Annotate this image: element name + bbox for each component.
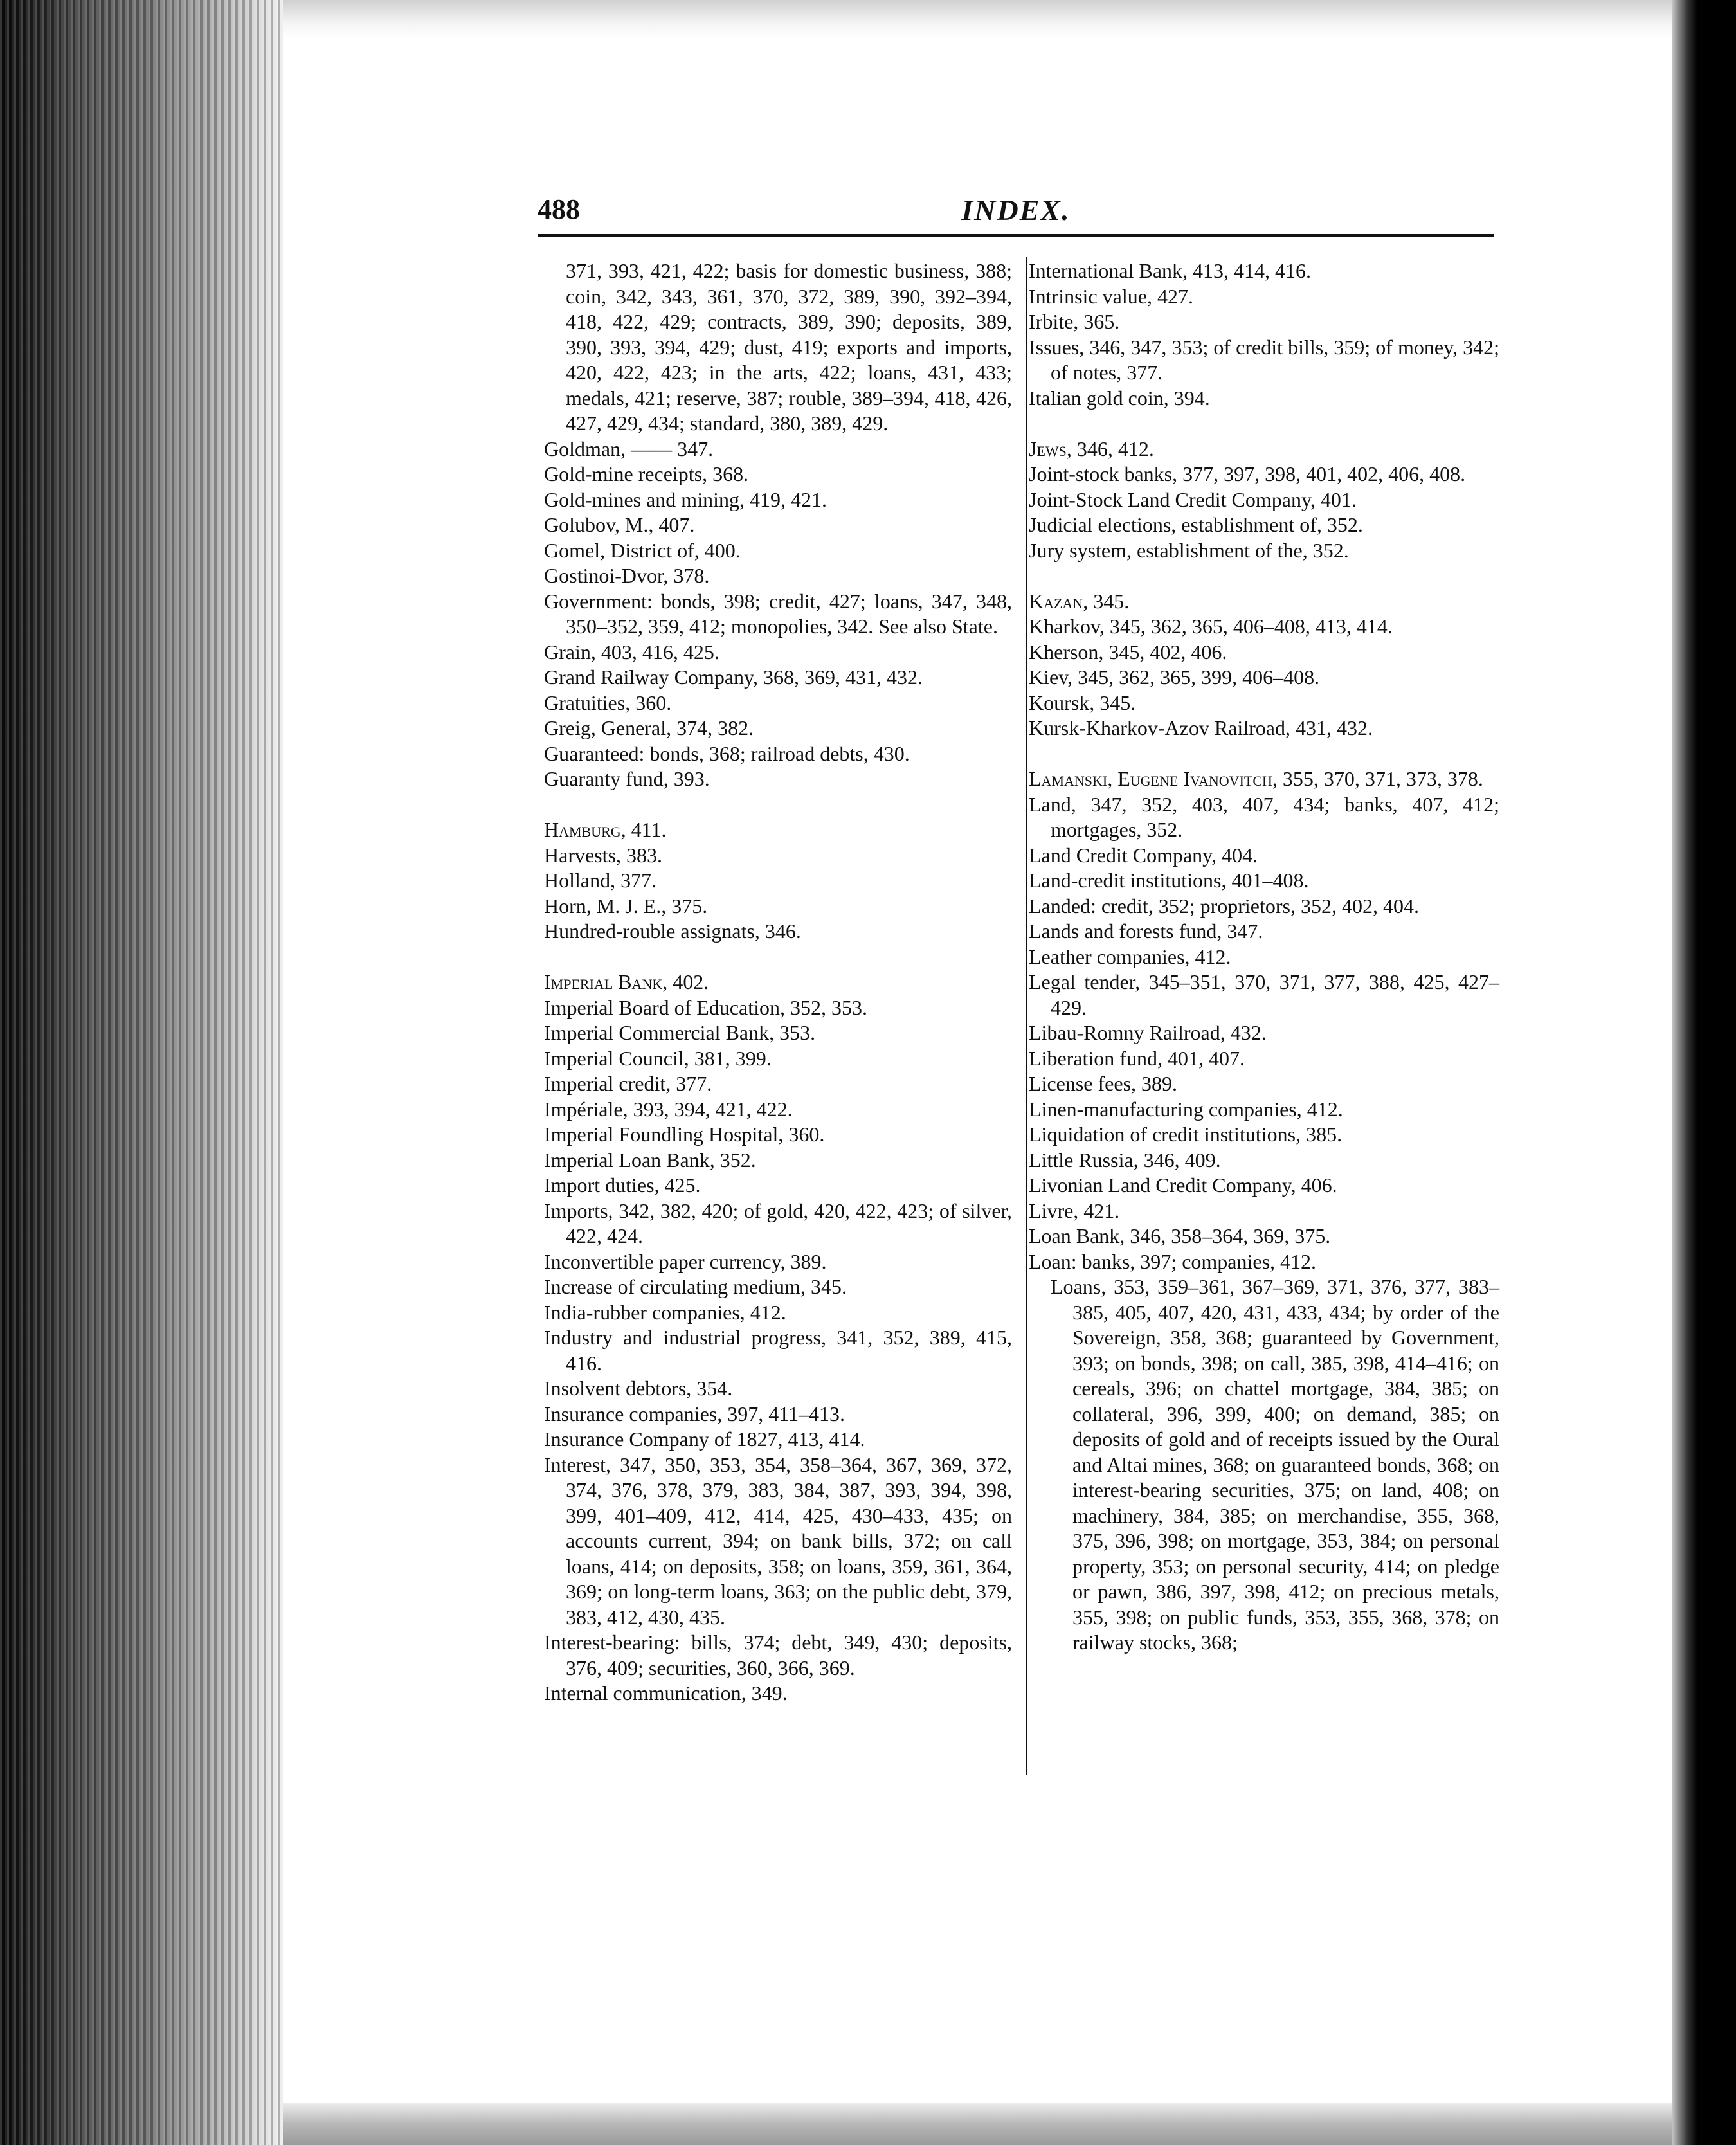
index-entry: Gostinoi-Dvor, 378.	[544, 564, 710, 587]
index-entry: Insurance Company of 1827, 413, 414.	[544, 1427, 865, 1451]
index-entry: Judicial elections, establishment of, 352.	[1029, 513, 1363, 536]
index-entry: Insurance companies, 397, 411–413.	[544, 1402, 845, 1425]
page-bottom-edge	[283, 2103, 1672, 2145]
index-entry: Joint-Stock Land Credit Company, 401.	[1029, 487, 1357, 511]
index-entry: Livonian Land Credit Company, 406.	[1029, 1173, 1337, 1197]
index-entry: Kherson, 345, 402, 406.	[1029, 640, 1227, 664]
index-entry: Land Credit Company, 404.	[1029, 843, 1258, 867]
index-column-right	[1029, 258, 1499, 1656]
index-entry: Legal tender, 345–351, 370, 371, 377, 388, 425, 427–429.	[1029, 970, 1499, 1019]
page-top-shadow	[283, 0, 1672, 39]
index-entry: Harvests, 383.	[544, 843, 662, 867]
index-entry: Land, 347, 352, 403, 407, 434; banks, 407, 412; mortgages, 352.	[1029, 792, 1499, 841]
index-entry: License fees, 389.	[1029, 1072, 1178, 1095]
index-entry: Land-credit institutions, 401–408.	[1029, 869, 1309, 892]
index-entry: Jury system, establishment of the, 352.	[1029, 538, 1349, 562]
index-entry: Imperial Commercial Bank, 353.	[544, 1021, 816, 1044]
index-entry: Hamburg, 411.	[544, 818, 667, 841]
index-entry: Gomel, District of, 400.	[544, 538, 741, 562]
index-entry: Goldman, —— 347.	[544, 437, 714, 460]
index-entry: Imperial Foundling Hospital, 360.	[544, 1123, 825, 1146]
index-entry: Greig, General, 374, 382.	[544, 716, 754, 739]
index-entry: Liquidation of credit institutions, 385.	[1029, 1123, 1343, 1146]
index-entry: Jews, 346, 412.	[1029, 437, 1154, 460]
index-entry: Lands and forests fund, 347.	[1029, 919, 1263, 943]
index-entry: Imperial Board of Education, 352, 353.	[544, 995, 867, 1019]
index-entry: Hundred-rouble assignats, 346.	[544, 919, 801, 943]
index-entry: 371, 393, 421, 422; basis for domestic business, 388; coin, 342, 343, 361, 370, 372, 389, 390, 392–394, 418, 422, 429; contracts, 389, 390; deposits, 389, 390, 393, 394, 429; dust, 419; exports and imports, 420, 422, 423; in the arts, 422; loans, 431, 433; medals, 421; reserve, 387; rouble, 389–394, 418, 426, 427, 429, 434; standard, 380, 389, 429.	[566, 259, 1012, 435]
index-entry: Loan Bank, 346, 358–364, 369, 375.	[1029, 1224, 1331, 1247]
index-entry: Issues, 346, 347, 353; of credit bills, 359; of money, 342; of notes, 377.	[1029, 335, 1499, 384]
index-entry: Interest-bearing: bills, 374; debt, 349, 430; deposits, 376, 409; securities, 360, 366, 369.	[544, 1631, 1012, 1679]
index-entry: Gold-mine receipts, 368.	[544, 462, 749, 485]
section-gap	[1029, 411, 1499, 437]
section-gap	[1029, 741, 1499, 767]
index-entry: Guaranty fund, 393.	[544, 767, 710, 790]
page-title: INDEX.	[961, 194, 1071, 226]
index-entry: Grain, 403, 416, 425.	[544, 640, 719, 664]
index-entry: Imports, 342, 382, 420; of gold, 420, 422, 423; of silver, 422, 424.	[544, 1199, 1012, 1247]
index-entry: Increase of circulating medium, 345.	[544, 1275, 847, 1298]
index-entry: Grand Railway Company, 368, 369, 431, 432.	[544, 665, 923, 689]
index-entry: Italian gold coin, 394.	[1029, 386, 1210, 410]
index-entry: Little Russia, 346, 409.	[1029, 1148, 1221, 1172]
index-entry: Holland, 377.	[544, 869, 657, 892]
index-entry: Irbite, 365.	[1029, 310, 1120, 333]
index-entry: Koursk, 345.	[1029, 691, 1136, 714]
index-entry: Gratuities, 360.	[544, 691, 672, 714]
index-entry: Linen-manufacturing companies, 412.	[1029, 1097, 1343, 1121]
page-header	[538, 193, 1494, 239]
index-entry: Intrinsic value, 427.	[1029, 284, 1193, 308]
index-entry: Loan: banks, 397; companies, 412.	[1029, 1249, 1317, 1273]
index-entry: Impériale, 393, 394, 421, 422.	[544, 1097, 793, 1121]
index-entry: Horn, M. J. E., 375.	[544, 894, 708, 918]
index-entry: Inconvertible paper currency, 389.	[544, 1249, 827, 1273]
index-column-left	[544, 258, 1012, 1706]
index-entry: Livre, 421.	[1029, 1199, 1120, 1222]
index-entry: Joint-stock banks, 377, 397, 398, 401, 402, 406, 408.	[1029, 462, 1466, 485]
page-number: 488	[538, 194, 580, 225]
index-entry: Kharkov, 345, 362, 365, 406–408, 413, 414.	[1029, 615, 1393, 638]
index-entry: International Bank, 413, 414, 416.	[1029, 259, 1312, 282]
index-entry: Industry and industrial progress, 341, 352, 389, 415, 416.	[544, 1326, 1012, 1375]
index-entry: Lamanski, Eugene Ivanovitch, 355, 370, 371, 373, 378.	[1029, 767, 1483, 790]
index-entry: Liberation fund, 401, 407.	[1029, 1046, 1245, 1070]
index-entry: Guaranteed: bonds, 368; railroad debts, 430.	[544, 741, 910, 765]
index-entry: Gold-mines and mining, 419, 421.	[544, 487, 827, 511]
index-entry: Interest, 347, 350, 353, 354, 358–364, 367, 369, 372, 374, 376, 378, 379, 383, 384, 387, 393, 394, 398, 399, 401–409, 412, 414, 425, 430–433, 435; on accounts current, 394; on bank bills, 372; on call loans, 414; on deposits, 358; on loans, 359, 361, 364, 369; on long-term loans, 363; on the public debt, 379, 383, 412, 430, 435.	[544, 1453, 1012, 1629]
index-entry: India-rubber companies, 412.	[544, 1300, 786, 1324]
index-entry: Imperial Loan Bank, 352.	[544, 1148, 756, 1172]
section-gap	[1029, 563, 1499, 589]
index-entry: Golubov, M., 407.	[544, 513, 695, 536]
index-entry: Imperial Bank, 402.	[544, 970, 709, 993]
index-entry: Government: bonds, 398; credit, 427; loans, 347, 348, 350–352, 359, 412; monopolies, 342. See also State.	[544, 589, 1012, 638]
index-entry: Import duties, 425.	[544, 1173, 701, 1197]
section-gap	[544, 792, 1012, 818]
page-right-edge	[1672, 0, 1736, 2145]
index-entry: Loans, 353, 359–361, 367–369, 371, 376, 377, 383–385, 405, 407, 420, 431, 433, 434; by order of the Sovereign, 358, 368; guaranteed by Government, 393; on bonds, 398; on call, 385, 398, 414–416; on cereals, 396; on chattel mortgage, 384, 385; on collateral, 396, 399, 400; on demand, 385; on deposits of gold and of receipts issued by the Oural and Altai mines, 368; on guaranteed bonds, 368; on interest-bearing securities, 375; on land, 408; on machinery, 384, 385; on merchandise, 355, 368, 375, 396, 398; on mortgage, 353, 384; on personal property, 353; on personal security, 414; on pledge or pawn, 386, 397, 398, 412; on precious metals, 355, 398; on public funds, 353, 355, 368, 378; on railway stocks, 368;	[1051, 1275, 1499, 1654]
index-entry: Kiev, 345, 362, 365, 399, 406–408.	[1029, 665, 1320, 689]
index-entry: Kazan, 345.	[1029, 589, 1130, 613]
book-spine-edge	[0, 0, 283, 2145]
index-entry: Libau-Romny Railroad, 432.	[1029, 1021, 1267, 1044]
index-entry: Landed: credit, 352; proprietors, 352, 402, 404.	[1029, 894, 1419, 918]
index-entry: Insolvent debtors, 354.	[544, 1377, 733, 1400]
index-entry: Internal communication, 349.	[544, 1681, 788, 1705]
index-entry: Kursk-Kharkov-Azov Railroad, 431, 432.	[1029, 716, 1373, 739]
index-entry: Imperial credit, 377.	[544, 1072, 712, 1095]
header-rule	[538, 234, 1494, 237]
section-gap	[544, 945, 1012, 970]
column-divider	[1026, 257, 1027, 1775]
index-entry: Imperial Council, 381, 399.	[544, 1046, 772, 1070]
index-entry: Leather companies, 412.	[1029, 945, 1231, 968]
